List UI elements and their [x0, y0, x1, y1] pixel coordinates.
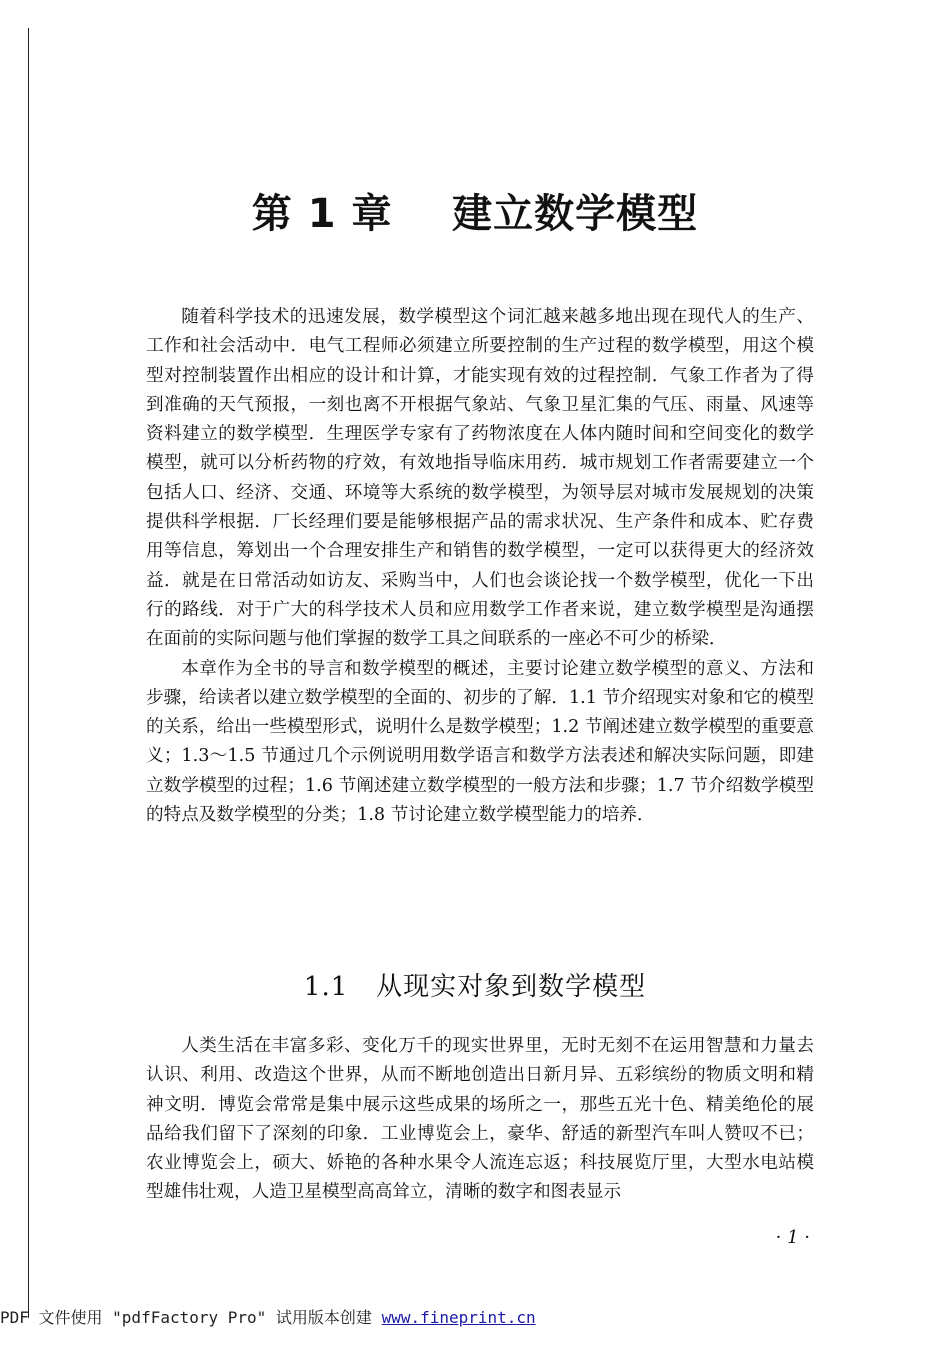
chapter-title: 第 1 章 建立数学模型: [251, 191, 699, 237]
section-heading: 1.1 从现实对象到数学模型: [303, 972, 647, 1002]
section-body-text: [146, 1032, 814, 1208]
footer-prefix: PDF 文件使用 "pdfFactory Pro" 试用版本创建: [0, 1308, 382, 1327]
pdf-footer: [0, 1305, 536, 1328]
page-number: · 1 ·: [775, 1227, 810, 1248]
intro-paragraph-1: 随着科学技术的迅速发展，数学模型这个词汇越来越多地出现在现代人的生产、工作和社会活动中．电气工程师必须建立所要控制的生产过程的数学模型，用这个模型对控制装置作出相应的设计和计算，才能实现有效的过程控制．气象工作者为了得到准确的天气预报，一刻也离不开根据气象站、气象卫星汇集的气压、雨量、风速等资料建立的数学模型．生理医学专家有了药物浓度在人体内随时间和空间变化的数学模型，就可以分析药物的疗效，有效地指导临床用药．城市规划工作者需要建立一个包括人口、经济、交通、环境等大系统的数学模型，为领导层对城市发展规划的决策提供科学根据．厂长经理们要是能够根据产品的需求状况、生产条件和成本、贮存费用等信息，筹划出一个合理安排生产和销售的数学模型，一定可以获得更大的经济效益．就是在日常活动如访友、采购当中，人们也会谈论找一个数学模型，优化一下出行的路线．对于广大的科学技术人员和应用数学工作者来说，建立数学模型是沟通摆在面前的实际问题与他们掌握的数学工具之间联系的一座必不可少的桥梁．: [146, 307, 814, 650]
section-paragraph-1: 人类生活在丰富多彩、变化万千的现实世界里，无时无刻不在运用智慧和力量去认识、利用、改造这个世界，从而不断地创造出日新月异、五彩缤纷的物质文明和精神文明．博览会常常是集中展示这些成果的场所之一，那些五光十色、精美绝伦的展品给我们留下了深刻的印象．工业博览会上，豪华、舒适的新型汽车叫人赞叹不已；农业博览会上，硕大、娇艳的各种水果令人流连忘返；科技展览厅里，大型水电站模型雄伟壮观，人造卫星模型高高耸立，清晰的数字和图表显示: [146, 1036, 814, 1203]
footer-link[interactable]: www.fineprint.cn: [381, 1308, 536, 1327]
intro-text: [146, 303, 814, 830]
intro-paragraph-2: 本章作为全书的导言和数学模型的概述，主要讨论建立数学模型的意义、方法和步骤，给读者以建立数学模型的全面的、初步的了解．1.1 节介绍现实对象和它的模型的关系，给出一些模型形式，说明什么是数学模型；1.2 节阐述建立数学模型的重要意义；1.3～1.5 节通过几个示例说明用数学语言和数学方法表述和解决实际问题，即建立数学模型的过程；1.6 节阐述建立数学模型的一般方法和步骤；1.7 节介绍数学模型的特点及数学模型的分类；1.8 节讨论建立数学模型能力的培养．: [146, 658, 814, 826]
